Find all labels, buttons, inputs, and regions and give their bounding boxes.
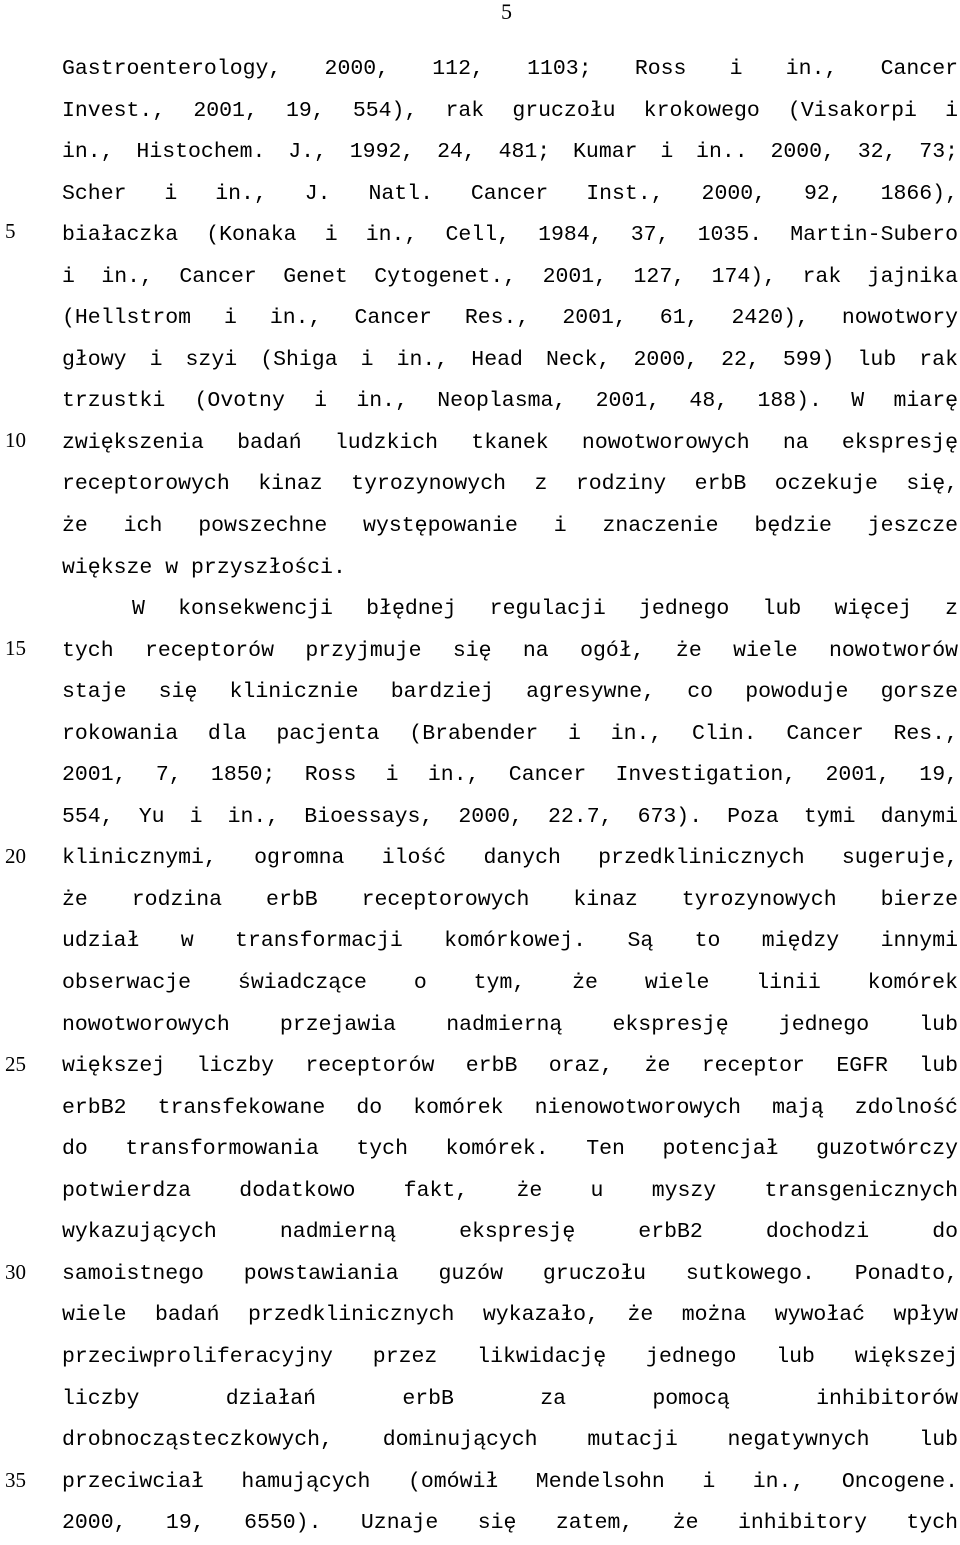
text-line: udział w transformacji komórkowej. Są to między innymi	[62, 929, 958, 954]
text-line: większe w przyszłości.	[62, 555, 346, 580]
text-line: białaczka (Konaka i in., Cell, 1984, 37, 1035. Martin-Subero	[62, 223, 958, 248]
line-number: 10	[5, 428, 26, 452]
text-line: zwiększenia badań ludzkich tkanek nowotworowych na ekspresję	[62, 430, 958, 455]
text-line: in., Histochem. J., 1992, 24, 481; Kumar i in.. 2000, 32, 73;	[62, 140, 958, 165]
text-line: liczby działań erbB za pomocą inhibitorów	[62, 1386, 958, 1411]
page-number: 5	[501, 0, 512, 24]
line-number: 30	[5, 1260, 26, 1284]
text-line: W konsekwencji błędnej regulacji jednego lub więcej z	[132, 597, 958, 622]
text-line: drobnocząsteczkowych, dominujących mutacji negatywnych lub	[62, 1428, 958, 1453]
text-line: 554, Yu i in., Bioessays, 2000, 22.7, 673). Poza tymi danymi	[62, 804, 958, 829]
line-number: 5	[5, 219, 16, 243]
text-line: trzustki (Ovotny i in., Neoplasma, 2001, 48, 188). W miarę	[62, 389, 958, 414]
line-number: 35	[5, 1468, 26, 1492]
text-line: klinicznymi, ogromna ilość danych przedklinicznych sugeruje,	[62, 846, 958, 871]
text-line: obserwacje świadczące o tym, że wiele linii komórek	[62, 971, 958, 996]
paragraph	[62, 589, 958, 1545]
text-line: tych receptorów przyjmuje się na ogół, że wiele nowotworów	[62, 638, 958, 663]
line-number: 25	[5, 1052, 26, 1076]
text-line: że ich powszechne występowanie i znaczenie będzie jeszcze	[62, 514, 958, 539]
line-number: 20	[5, 844, 26, 868]
text-line: Scher i in., J. Natl. Cancer Inst., 2000, 92, 1866),	[62, 181, 958, 206]
text-line: Invest., 2001, 19, 554), rak gruczołu krokowego (Visakorpi i	[62, 98, 958, 123]
text-line: potwierdza dodatkowo fakt, że u myszy transgenicznych	[62, 1178, 958, 1203]
text-line: rokowania dla pacjenta (Brabender i in., Clin. Cancer Res.,	[62, 721, 958, 746]
text-line: nowotworowych przejawia nadmierną ekspresję jednego lub	[62, 1012, 958, 1037]
text-line: 2001, 7, 1850; Ross i in., Cancer Investigation, 2001, 19,	[62, 763, 958, 788]
text-line: erbB2 transfekowane do komórek nienowotworowych mają zdolność	[62, 1095, 958, 1120]
text-line: receptorowych kinaz tyrozynowych z rodziny erbB oczekuje się,	[62, 472, 958, 497]
line-number: 15	[5, 636, 26, 660]
text-line: i in., Cancer Genet Cytogenet., 2001, 127, 174), rak jajnika	[62, 264, 958, 289]
text-line: że rodzina erbB receptorowych kinaz tyrozynowych bierze	[62, 887, 958, 912]
text-line: 2000, 19, 6550). Uznaje się zatem, że inhibitory tych	[62, 1511, 958, 1536]
text-line: Gastroenterology, 2000, 112, 1103; Ross i in., Cancer	[62, 57, 958, 81]
text-line: (Hellstrom i in., Cancer Res., 2001, 61, 2420), nowotwory	[62, 306, 958, 331]
text-line: samoistnego powstawiania guzów gruczołu sutkowego. Ponadto,	[62, 1261, 958, 1286]
text-line: głowy i szyi (Shiga i in., Head Neck, 2000, 22, 599) lub rak	[62, 347, 958, 372]
text-line: przeciwciał hamujących (omówił Mendelsohn i in., Oncogene.	[62, 1469, 958, 1494]
text-line: wykazujących nadmierną ekspresję erbB2 dochodzi do	[62, 1220, 958, 1245]
text-line: przeciwproliferacyjny przez likwidację jednego lub większej	[62, 1344, 958, 1369]
text-line: wiele badań przedklinicznych wykazało, że można wywołać wpływ	[62, 1303, 958, 1328]
document-body	[62, 49, 958, 1545]
text-line: do transformowania tych komórek. Ten potencjał guzotwórczy	[62, 1137, 958, 1162]
paragraph	[62, 49, 958, 589]
text-line: większej liczby receptorów erbB oraz, że receptor EGFR lub	[62, 1054, 958, 1079]
text-line: staje się klinicznie bardziej agresywne, co powoduje gorsze	[62, 680, 958, 705]
